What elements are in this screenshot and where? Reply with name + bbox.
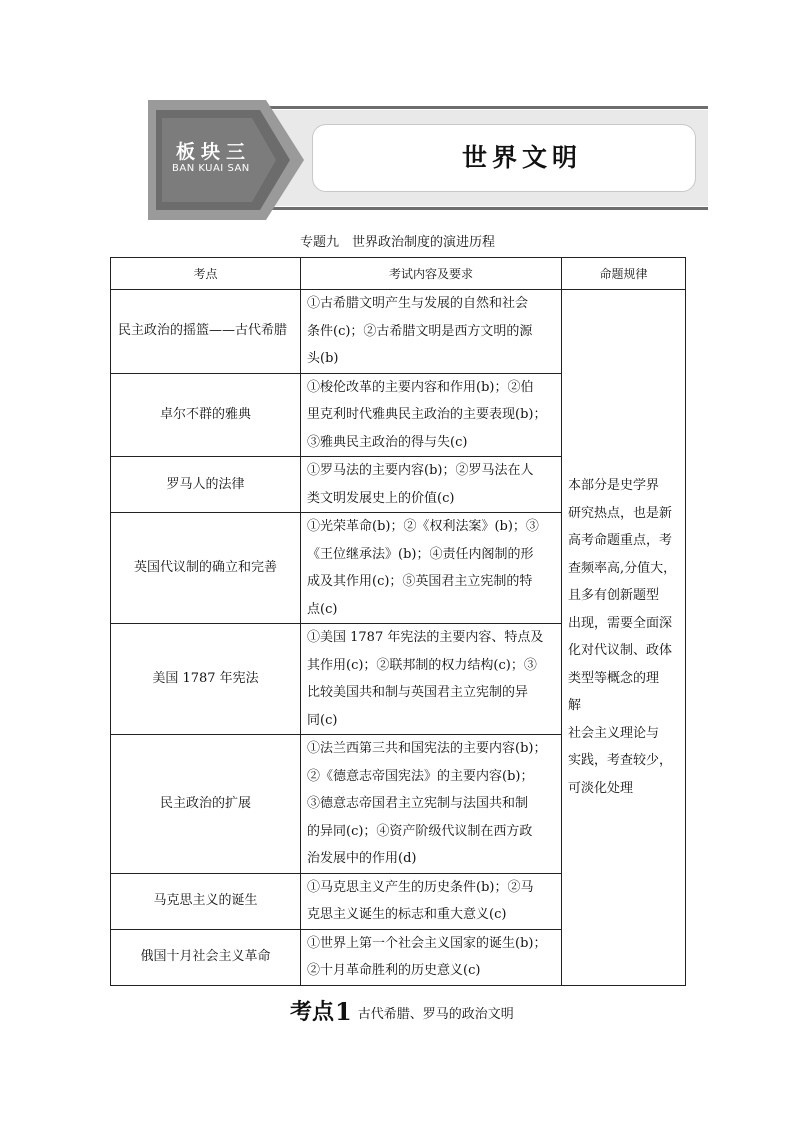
- section-banner: [148, 96, 708, 224]
- content-cell: [301, 929, 562, 985]
- content-line: ①世界上第一个社会主义国家的诞生(b)；: [307, 935, 547, 951]
- rule-line: 高考命题重点，考: [568, 533, 673, 549]
- rule-line: 且多有创新题型: [568, 588, 660, 604]
- table-row: [111, 290, 686, 374]
- content-cell: [301, 513, 562, 624]
- content-line: 类文明发展史上的价值(c): [307, 490, 455, 506]
- content-line: ②《德意志帝国宪法》的主要内容(b)；: [307, 768, 534, 784]
- content-cell: [301, 624, 562, 735]
- rule-line: 化对代议制、政体: [568, 643, 673, 659]
- table-header-row: [111, 258, 686, 290]
- content-line: ①古希腊文明产生与发展的自然和社会: [307, 296, 529, 311]
- section-label: 板块三: [176, 141, 252, 163]
- content-line: 比较美国共和制与英国君主立宪制的异: [307, 685, 529, 700]
- content-line: 里克利时代雅典民主政治的主要表现(b)；: [307, 407, 547, 422]
- content-line: ①罗马法的主要内容(b)；②罗马法在人: [307, 463, 534, 478]
- rule-line: 类型等概念的理: [568, 670, 660, 686]
- topic-cell: 美国 1787 年宪法: [111, 624, 301, 735]
- section-number: 1: [335, 997, 352, 1026]
- rule-line: 查频率高,分值大，: [568, 560, 677, 576]
- content-line: ③德意志帝国君主立宪制与法国共和制: [307, 796, 529, 811]
- rule-line: 可淡化处理: [568, 780, 634, 796]
- table-caption: 专题九 世界政治制度的演进历程: [299, 235, 495, 250]
- content-cell: [301, 457, 562, 513]
- content-line: 条件(c)；②古希腊文明是西方文明的源: [307, 323, 533, 339]
- page-title: 世界文明: [461, 143, 582, 172]
- rule-line: 研究热点，也是新: [568, 505, 673, 521]
- topic-cell: 卓尔不群的雅典: [111, 373, 301, 457]
- column-header-rule: 命题规律: [562, 258, 686, 290]
- section-prefix: 考点: [290, 999, 335, 1025]
- column-header-topic: 考点: [111, 258, 301, 290]
- section-title: 古代希腊、罗马的政治文明: [357, 1007, 514, 1022]
- section-label-en: BAN KUAI SAN: [172, 163, 250, 174]
- section-heading: [290, 995, 514, 1026]
- rule-line: 实践，考查较少，: [568, 753, 673, 769]
- content-line: 头(b): [307, 351, 339, 366]
- column-header-content: 考试内容及要求: [301, 258, 562, 290]
- content-line: ①美国 1787 年宪法的主要内容、特点及: [307, 630, 544, 645]
- rule-line: 社会主义理论与: [568, 725, 660, 741]
- rule-line: 本部分是史学界: [568, 478, 660, 494]
- content-cell: [301, 873, 562, 929]
- content-cell: [301, 290, 562, 374]
- content-line: ①法兰西第三共和国宪法的主要内容(b)；: [307, 741, 547, 756]
- topic-cell: 民主政治的扩展: [111, 735, 301, 874]
- content-line: 其作用(c)；②联邦制的权力结构(c)；③: [307, 657, 537, 673]
- content-line: 点(c): [307, 601, 338, 617]
- content-line: ①马克思主义产生的历史条件(b)；②马: [307, 879, 534, 895]
- content-cell: [301, 373, 562, 457]
- content-line: ③雅典民主政治的得与失(c): [307, 434, 468, 450]
- topic-cell: 马克思主义的诞生: [111, 873, 301, 929]
- rule-line: 出现，需要全面深: [568, 615, 673, 631]
- content-line: 克思主义诞生的标志和重大意义(c): [307, 907, 507, 922]
- topic-cell: 民主政治的摇篮——古代希腊: [111, 290, 301, 374]
- content-line: 的异同(c)；④资产阶级代议制在西方政: [307, 823, 533, 839]
- content-cell: [301, 735, 562, 874]
- topic-cell: 罗马人的法律: [111, 457, 301, 513]
- content-line: ②十月革命胜利的历史意义(c): [307, 963, 481, 978]
- rule-line: 解: [568, 698, 582, 714]
- exam-pattern-cell: [562, 290, 686, 986]
- topic-cell: 俄国十月社会主义革命: [111, 929, 301, 985]
- content-line: 同(c): [307, 712, 338, 728]
- content-line: ①光荣革命(b)；②《权利法案》(b)；③: [307, 519, 539, 534]
- content-line: 成及其作用(c)；⑤英国君主立宪制的特: [307, 574, 533, 589]
- syllabus-table: [110, 257, 686, 986]
- content-line: ①梭伦改革的主要内容和作用(b)；②伯: [307, 379, 534, 395]
- topic-cell: 英国代议制的确立和完善: [111, 513, 301, 624]
- content-line: 治发展中的作用(d): [307, 851, 417, 866]
- content-line: 《王位继承法》(b)；④责任内阁制的形: [307, 546, 534, 562]
